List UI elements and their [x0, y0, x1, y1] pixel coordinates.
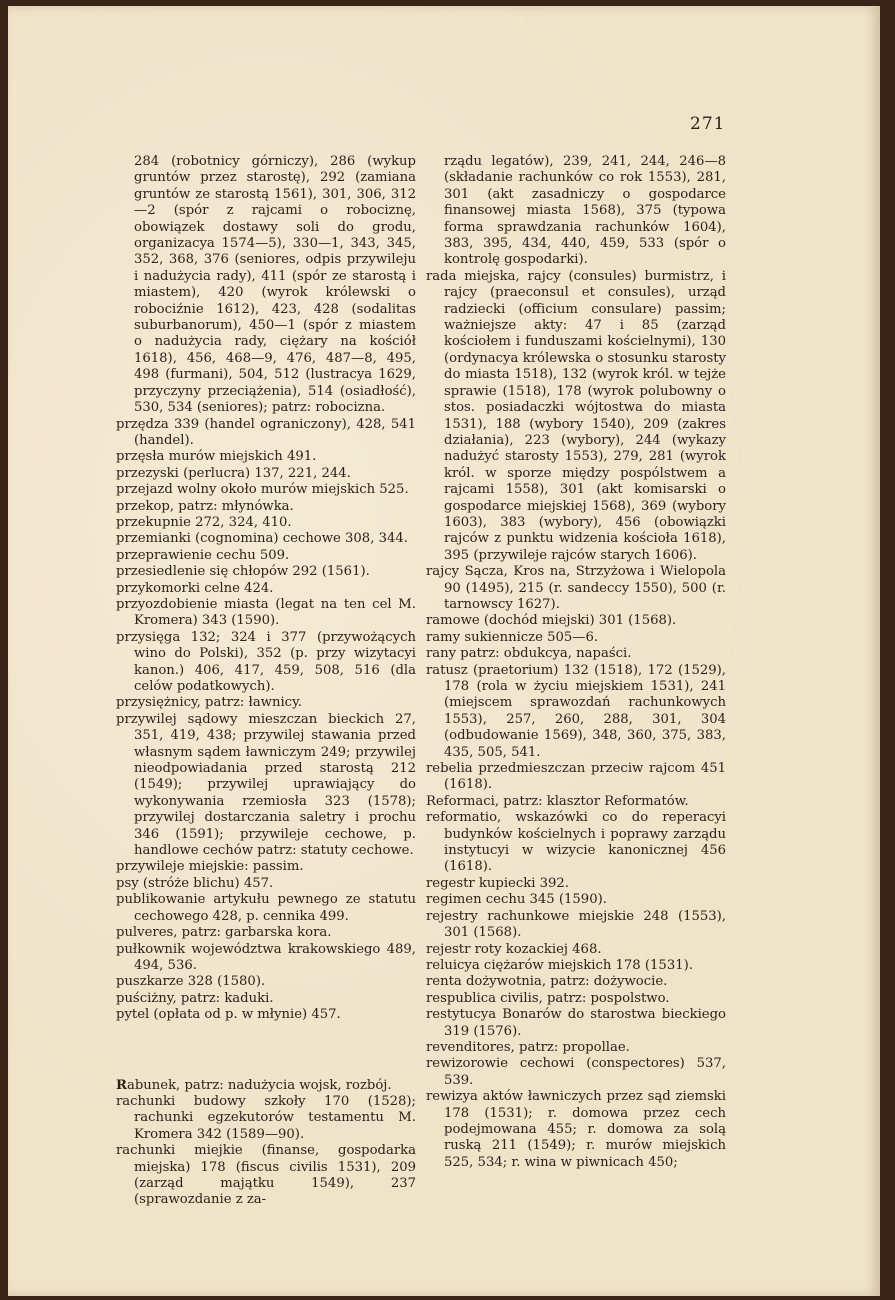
- index-column-right: [426, 154, 726, 1171]
- index-entry-text: rachunki budowy szkoły 170 (1528); rachunki egzekutorów testamentu M. Kromera 342 (1589—90).: [116, 1093, 416, 1142]
- index-entry: [116, 417, 416, 450]
- index-entry: [426, 876, 726, 892]
- index-entry: [426, 154, 726, 269]
- left-entries: [116, 154, 416, 1024]
- index-entry-text: ramowe (dochód miejski) 301 (1568).: [426, 613, 677, 629]
- section-initial: R: [116, 1077, 127, 1093]
- right-entries: [426, 154, 726, 1171]
- index-entry: [426, 810, 726, 876]
- index-entry: [426, 269, 726, 564]
- index-column-left: [116, 154, 416, 1209]
- index-entry: [116, 876, 416, 892]
- index-entry: [426, 613, 726, 629]
- index-entry: [426, 974, 726, 990]
- index-entry-text: przejazd wolny około murów miejskich 525.: [116, 482, 409, 498]
- index-entry: [426, 1040, 726, 1056]
- index-entry: [426, 630, 726, 646]
- index-entry-text: przysiężnicy, patrz: ławnicy.: [116, 695, 302, 711]
- index-entry-text: puszkarze 328 (1580).: [116, 974, 266, 990]
- index-entry: [116, 1078, 416, 1094]
- index-entry: [426, 991, 726, 1007]
- index-entry-text: rewizorowie cechowi (conspectores) 537, 539.: [426, 1056, 726, 1088]
- index-entry: [426, 1007, 726, 1040]
- index-entry-text: rebelia przedmieszczan przeciw rajcom 451 (1618).: [426, 761, 726, 793]
- index-entry: [116, 925, 416, 941]
- index-entry-text: przekupnie 272, 324, 410.: [116, 514, 292, 530]
- index-entry-text: Reformaci, patrz: klasztor Reformatów.: [426, 793, 689, 809]
- index-entry: [426, 1089, 726, 1171]
- index-entry-text: przemianki (cognomina) cechowe 308, 344.: [116, 531, 408, 547]
- index-entry-text: ramy sukiennicze 505—6.: [426, 629, 599, 645]
- index-entry: [116, 515, 416, 531]
- index-entry: [426, 942, 726, 958]
- index-entry: [116, 1143, 416, 1209]
- index-entry: [426, 794, 726, 810]
- index-entry-text: regimen cechu 345 (1590).: [426, 892, 607, 908]
- index-entry-text: renta dożywotnia, patrz: dożywocie.: [426, 974, 668, 990]
- index-entry: [116, 499, 416, 515]
- section-gap: [116, 1024, 416, 1078]
- index-entry: [116, 482, 416, 498]
- index-entry-text: pułkownik województwa krakowskiego 489, 494, 536.: [116, 941, 416, 973]
- index-entry-text: rewizya aktów ławniczych przez sąd ziemski 178 (1531); r. domowa przez cech podejmowana 455; r. domowa za solą ruską 211 (1549); r. murów miejskich 525, 534; r. wina w piwnicach 450;: [426, 1089, 726, 1170]
- index-entry-text: rany patrz: obdukcya, napaści.: [426, 646, 632, 662]
- index-entry-text: rada miejska, rajcy (consules) burmistrz, i rajcy (praeconsul et consules), urząd radziecki (officium consulare) passim; ważniejsze akty: 47 i 85 (zarząd kościołem i funduszami kościelnymi), 130 (ordynacya królewska o stosunku starosty do miasta 1518), 132 (wyrok król. w tejże sprawie (1518), 178 (wyrok polubowny o stos. posiadaczki wójtostwa do miasta 1531), 188 (wybory 1540), 209 (zakres działania), 223 (wybory), 244 (wykazy nadużyć starosty 1553), 279, 281 (wyrok król. w sporze między pospólstwem a rajcami 1558), 301 (akt komisarski o gospodarce miejskiej 1568), 369 (wybory 1603), 383 (wybory), 456 (obowiązki rajców z punktu widzenia kościoła 1618), 395 (przywileje rajców starych 1606).: [426, 268, 726, 563]
- index-entry-text: pulveres, patrz: garbarska kora.: [116, 925, 332, 941]
- index-entry-text: restytucya Bonarów do starostwa bieckiego 319 (1576).: [426, 1007, 726, 1039]
- page-number: 271: [690, 114, 726, 134]
- index-entry-text: przezyski (perlucra) 137, 221, 244.: [116, 465, 351, 481]
- index-entry: [116, 695, 416, 711]
- index-entry-text: ratusz (praetorium) 132 (1518), 172 (1529), 178 (rola w życiu miejskiem 1531), 241 (miejscem sprawozdań rachunkowych 1553), 257, 260, 288, 301, 304 (odbudowanie 1569), 348, 360, 375, 383, 435, 505, 541.: [426, 662, 726, 760]
- index-entry-text: rejestry rachunkowe miejskie 248 (1553), 301 (1568).: [426, 908, 726, 941]
- index-entry-text: przekop, patrz: młynówka.: [116, 498, 294, 514]
- index-entry: [116, 154, 416, 417]
- index-entry: [426, 909, 726, 942]
- index-entry: [426, 646, 726, 662]
- index-entry: [426, 892, 726, 908]
- index-entry: [426, 564, 726, 613]
- index-entry: [116, 974, 416, 990]
- index-entry: [116, 597, 416, 630]
- index-entry-text: 284 (robotnicy górniczy), 286 (wykup gruntów przez starostę), 292 (zamiana gruntów ze starostą 1561), 301, 306, 312—2 (spór z rajcami o robociznę, obowiązek dostawy soli do grodu, organizacya 1574—5), 330—1, 343, 345, 352, 368, 376 (seniores, odpis przywileju i nadużycia rady), 411 (spór ze starostą i miastem), 420 (wyrok królewski o robociźnie 1612), 423, 428 (sodalitas suburbanorum), 450—1 (spór z miastem o nadużycia rady, ciężary na kościół 1618), 456, 468—9, 476, 487—8, 495, 498 (furmani), 504, 512 (lustracya 1629, przyczyny przeciążenia), 514 (osiadłość), 530, 534 (seniores); patrz: robocizna.: [134, 154, 416, 416]
- index-entry: [116, 630, 416, 696]
- index-entry-text: publikowanie artykułu pewnego ze statutu cechowego 428, p. cennika 499.: [116, 892, 416, 924]
- index-entry: [426, 1056, 726, 1089]
- book-page: [8, 6, 880, 1296]
- index-entry-text: rządu legatów), 239, 241, 244, 246—8 (składanie rachunków co rok 1553), 281, 301 (akt zasadniczy o gospodarce finansowej miasta 1568), 375 (typowa forma sprawdzania rachunków 1604), 383, 395, 434, 440, 459, 533 (spór o kontrolę gospodarki).: [444, 154, 726, 268]
- index-entry: [116, 991, 416, 1007]
- index-entry-text: puściżny, patrz: kaduki.: [116, 990, 274, 1006]
- index-entry-text: przywileje miejskie: passim.: [116, 859, 304, 875]
- index-entry: [426, 958, 726, 974]
- index-entry-text: reluicya ciężarów miejskich 178 (1531).: [426, 957, 693, 973]
- index-entry-text: przysięga 132; 324 i 377 (przywożących wino do Polski), 352 (p. przy wizytacyi kanon.) 406, 417, 459, 508, 516 (dla celów podatkowych).: [116, 629, 416, 694]
- index-entry-text: regestr kupiecki 392.: [426, 875, 570, 891]
- index-entry: [116, 564, 416, 580]
- index-entry: [116, 892, 416, 925]
- index-entry: [116, 1094, 416, 1143]
- index-entry: [116, 1007, 416, 1023]
- index-entry-text: przyozdobienie miasta (legat na ten cel M. Kromera) 343 (1590).: [116, 596, 416, 629]
- index-entry: [426, 761, 726, 794]
- index-entry-text: przeprawienie cechu 509.: [116, 547, 290, 563]
- index-entry-text: pytel (opłata od p. w młynie) 457.: [116, 1007, 341, 1023]
- index-entry: [116, 712, 416, 860]
- index-entry: [116, 942, 416, 975]
- left-entries-r-section: [116, 1078, 416, 1209]
- index-entry-text: revenditores, patrz: propollae.: [426, 1039, 630, 1055]
- index-entry: [116, 581, 416, 597]
- index-entry-text: przykomorki celne 424.: [116, 580, 274, 596]
- index-entry-text: psy (stróże blichu) 457.: [116, 875, 274, 891]
- index-entry: [426, 663, 726, 761]
- index-entry-text: rachunki miejkie (finanse, gospodarka miejska) 178 (fiscus civilis 1531), 209 (zarząd majątku 1549), 237 (sprawozdanie z za-: [116, 1143, 416, 1208]
- index-entry: [116, 466, 416, 482]
- index-entry-text: przęsła murów miejskich 491.: [116, 449, 317, 465]
- index-entry: [116, 548, 416, 564]
- index-entry-text: rajcy Sącza, Kros na, Strzyżowa i Wielopola 90 (1495), 215 (r. sandeccy 1550), 500 (r. tarnowscy 1627).: [426, 564, 726, 612]
- index-entry-text: reformatio, wskazówki co do reperacyi budynków kościelnych i poprawy zarządu instytucyi w wizycie kanonicznej 456 (1618).: [426, 810, 726, 875]
- index-entry-text: przywilej sądowy mieszczan bieckich 27, 351, 419, 438; przywilej stawania przed własnym sądem ławniczym 249; przywilej nieodpowiadania przed starostą 212 (1549); przywilej uprawiający do wykonywania rzemiosła 323 (1578); przywilej dostarczania saletry i prochu 346 (1591); przywileje cechowe, p. handlowe cechów patrz: statuty cechowe.: [116, 711, 416, 859]
- index-entry-text: abunek, patrz: nadużycia wojsk, rozbój.: [126, 1077, 392, 1093]
- index-entry-text: respublica civilis, patrz: pospolstwo.: [426, 990, 670, 1006]
- index-entry: [116, 859, 416, 875]
- index-entry-text: przesiedlenie się chłopów 292 (1561).: [116, 564, 370, 580]
- index-entry: [116, 531, 416, 547]
- index-entry-text: przędza 339 (handel ograniczony), 428, 541 (handel).: [116, 416, 416, 448]
- index-entry-text: rejestr roty kozackiej 468.: [426, 941, 602, 957]
- index-entry: [116, 449, 416, 465]
